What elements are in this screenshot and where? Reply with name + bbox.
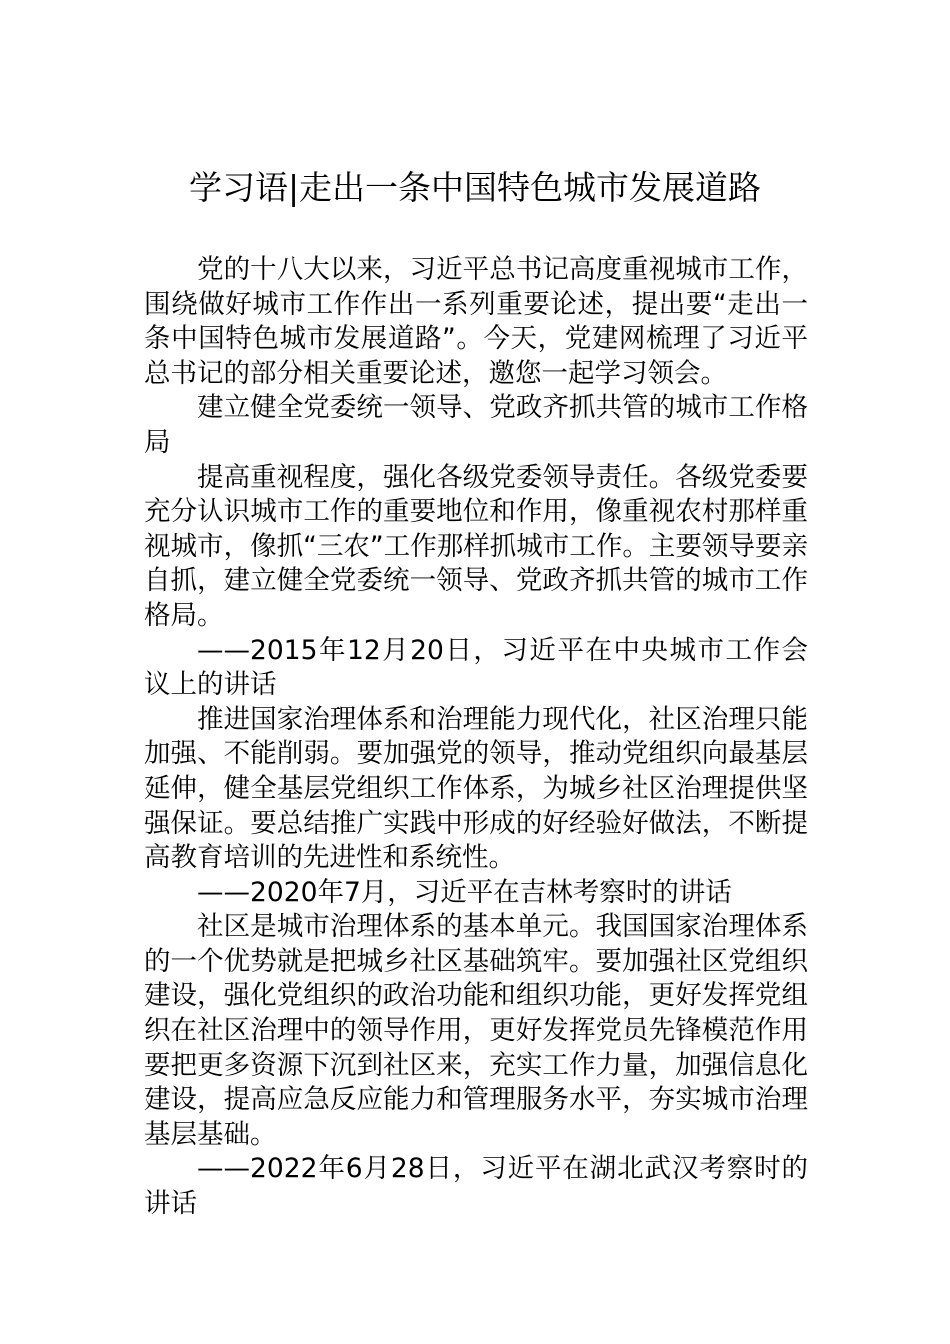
quote-source: ——2020年7月，习近平在吉林考察时的讲话	[197, 876, 732, 908]
document-title: 学习语|走出一条中国特色城市发展道路	[188, 168, 762, 207]
document-body	[144, 253, 808, 1222]
quote-source: ——2022年6月28日，习近平在湖北武汉考察时的讲话	[144, 1153, 808, 1220]
quote-paragraph: 社区是城市治理体系的基本单元。我国国家治理体系的一个优势就是把城乡社区基础筑牢。要加强社区党组织建设，强化党组织的政治功能和组织功能，更好发挥党组织在社区治理中的领导作用，更好发挥党员先锋模范作用要把更多资源下沉到社区来，充实工作力量，加强信息化建设，提高应急反应能力和管理服务水平，夯实城市治理基层基础。	[144, 911, 808, 1150]
quote-source: ——2015年12月20日，习近平在中央城市工作会议上的讲话	[144, 634, 808, 701]
intro-paragraph: 党的十八大以来，习近平总书记高度重视城市工作，围绕做好城市工作作出一系列重要论述，提出要“走出一条中国特色城市发展道路”。今天，党建网梳理了习近平总书记的部分相关重要论述，邀您一起学习领会。	[144, 254, 808, 389]
section-heading: 建立健全党委统一领导、党政齐抓共管的城市工作格局	[144, 392, 808, 458]
quote-paragraph: 推进国家治理体系和治理能力现代化，社区治理只能加强、不能削弱。要加强党的领导，推动党组织向最基层延伸，健全基层党组织工作体系，为城乡社区治理提供坚强保证。要总结推广实践中形成的好经验好做法，不断提高教育培训的先进性和系统性。	[144, 703, 808, 874]
quote-paragraph: 提高重视程度，强化各级党委领导责任。各级党委要充分认识城市工作的重要地位和作用，像重视农村那样重视城市，像抓“三农”工作那样抓城市工作。主要领导要亲自抓，建立健全党委统一领导、党政齐抓共管的城市工作格局。	[144, 461, 808, 631]
